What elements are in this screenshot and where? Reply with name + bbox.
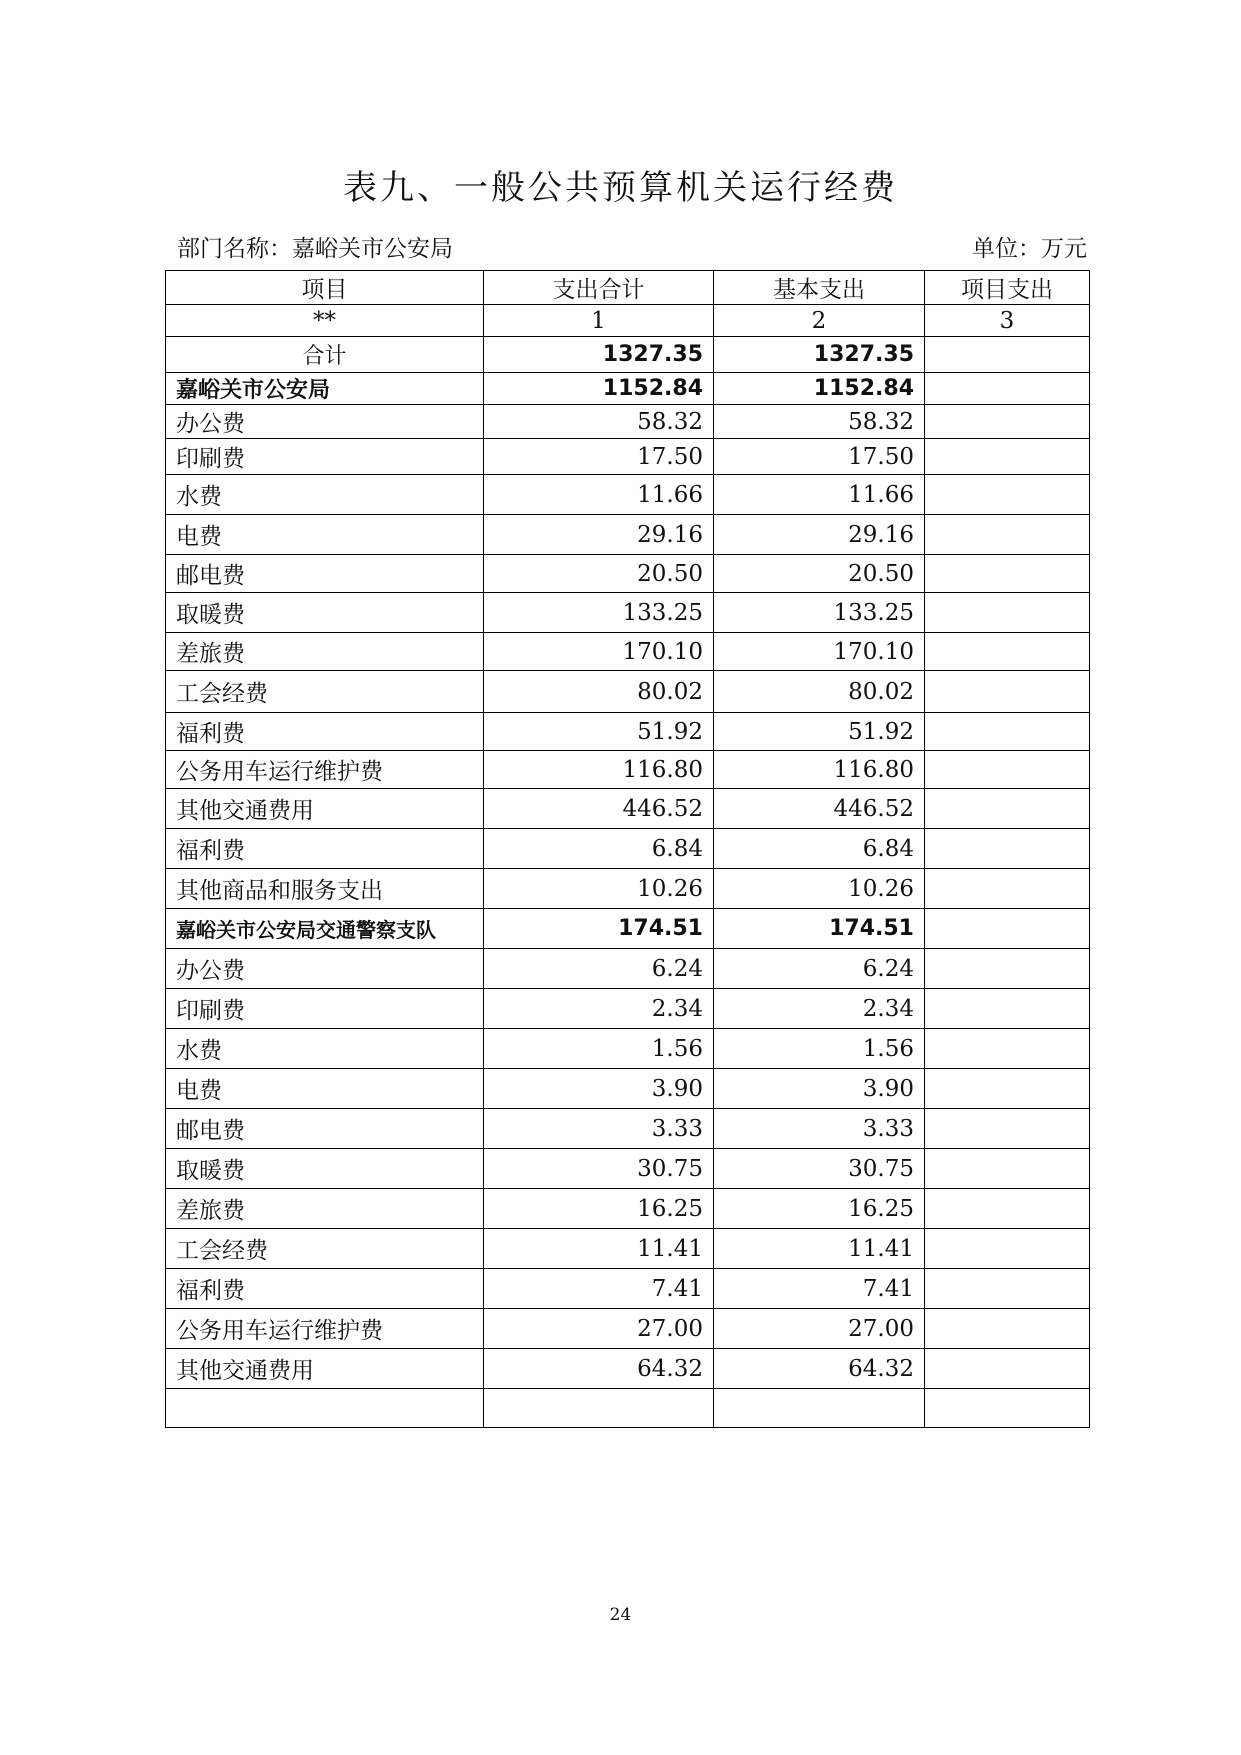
row-project [925,593,1090,633]
row-basic: 20.50 [714,555,925,593]
page-number: 24 [609,1605,632,1625]
row-item-name: 其他交通费用 [166,789,484,829]
department-row [166,373,1090,405]
row-project [925,405,1090,439]
row-basic: 133.25 [714,593,925,633]
row-basic: 64.32 [714,1349,925,1389]
row-project [925,1229,1090,1269]
row-item-name: 印刷费 [166,439,484,475]
row-basic: 3.90 [714,1069,925,1109]
table-row [166,1389,1090,1428]
row-project [925,1269,1090,1309]
table-row [166,751,1090,789]
row-item-name: 福利费 [166,713,484,751]
row-total: 116.80 [484,751,714,789]
table-row [166,633,1090,671]
table-row [166,1069,1090,1109]
row-total: 64.32 [484,1349,714,1389]
row-basic: 80.02 [714,671,925,713]
row-item-name: 印刷费 [166,989,484,1029]
table-row [166,1189,1090,1229]
row-total: 20.50 [484,555,714,593]
row-total: 7.41 [484,1269,714,1309]
row-basic: 58.32 [714,405,925,439]
row-total: 17.50 [484,439,714,475]
row-total: 3.33 [484,1109,714,1149]
row-basic: 11.66 [714,475,925,515]
budget-table [165,270,1090,1428]
row-project [925,789,1090,829]
row-project [925,1389,1090,1428]
row-project [925,337,1090,373]
row-total: 446.52 [484,789,714,829]
row-project [925,555,1090,593]
row-project [925,671,1090,713]
unit-label: 单位：万元 [972,236,1087,262]
row-basic: 51.92 [714,713,925,751]
row-total: 10.26 [484,869,714,909]
row-project [925,515,1090,555]
row-item-name: 福利费 [166,829,484,869]
index-total: 1 [484,305,714,337]
row-basic: 1152.84 [714,373,925,405]
table-row [166,1349,1090,1389]
row-item-name: 取暖费 [166,1149,484,1189]
row-basic: 29.16 [714,515,925,555]
row-basic: 1.56 [714,1029,925,1069]
row-project [925,909,1090,949]
index-item: ** [166,305,484,337]
row-basic: 170.10 [714,633,925,671]
row-basic: 11.41 [714,1229,925,1269]
row-total: 30.75 [484,1149,714,1189]
row-total: 1152.84 [484,373,714,405]
row-item-name: 公务用车运行维护费 [166,751,484,789]
row-total: 80.02 [484,671,714,713]
row-item-name: 差旅费 [166,633,484,671]
row-total: 11.66 [484,475,714,515]
index-project: 3 [925,305,1090,337]
row-item-name: 办公费 [166,405,484,439]
row-item-name: 邮电费 [166,1109,484,1149]
table-row [166,1029,1090,1069]
row-item-name: 工会经费 [166,671,484,713]
row-total: 16.25 [484,1189,714,1229]
row-item-name: 合计 [166,337,484,373]
row-basic: 6.24 [714,949,925,989]
row-total: 170.10 [484,633,714,671]
row-total: 2.34 [484,989,714,1029]
row-basic: 10.26 [714,869,925,909]
row-project [925,1069,1090,1109]
header-row [166,271,1090,305]
row-basic: 446.52 [714,789,925,829]
row-total: 11.41 [484,1229,714,1269]
row-project [925,373,1090,405]
row-item-name: 取暖费 [166,593,484,633]
row-basic: 17.50 [714,439,925,475]
row-basic: 174.51 [714,909,925,949]
row-item-name: 邮电费 [166,555,484,593]
index-basic: 2 [714,305,925,337]
table-row [166,829,1090,869]
page-title: 表九、一般公共预算机关运行经费 [343,168,898,208]
row-total: 3.90 [484,1069,714,1109]
row-project [925,751,1090,789]
row-item-name: 公务用车运行维护费 [166,1309,484,1349]
row-basic: 2.34 [714,989,925,1029]
row-basic [714,1389,925,1428]
row-total: 27.00 [484,1309,714,1349]
table-row [166,713,1090,751]
table-row [166,405,1090,439]
row-project [925,1309,1090,1349]
table-row [166,671,1090,713]
row-basic: 16.25 [714,1189,925,1229]
row-project [925,475,1090,515]
table-row [166,555,1090,593]
row-project [925,1349,1090,1389]
table-row [166,869,1090,909]
header-project: 项目支出 [925,271,1090,305]
row-project [925,1189,1090,1229]
index-row [166,305,1090,337]
table-row [166,515,1090,555]
row-item-name: 福利费 [166,1269,484,1309]
table-row [166,1109,1090,1149]
department-label: 部门名称：嘉峪关市公安局 [177,236,453,262]
table-row [166,439,1090,475]
row-project [925,989,1090,1029]
row-project [925,1149,1090,1189]
row-project [925,439,1090,475]
row-basic: 30.75 [714,1149,925,1189]
row-total: 1327.35 [484,337,714,373]
table-row [166,949,1090,989]
row-project [925,1029,1090,1069]
row-item-name: 电费 [166,515,484,555]
row-total: 1.56 [484,1029,714,1069]
row-item-name: 其他交通费用 [166,1349,484,1389]
header-basic: 基本支出 [714,271,925,305]
row-project [925,949,1090,989]
row-total: 6.24 [484,949,714,989]
row-basic: 1327.35 [714,337,925,373]
row-item-name [166,1389,484,1428]
table-row [166,593,1090,633]
row-total: 29.16 [484,515,714,555]
row-project [925,713,1090,751]
table-row [166,1309,1090,1349]
table-row [166,475,1090,515]
row-item-name: 嘉峪关市公安局交通警察支队 [166,909,484,949]
row-basic: 7.41 [714,1269,925,1309]
row-total: 51.92 [484,713,714,751]
row-total: 6.84 [484,829,714,869]
row-item-name: 其他商品和服务支出 [166,869,484,909]
row-basic: 3.33 [714,1109,925,1149]
table-row [166,1269,1090,1309]
row-total: 58.32 [484,405,714,439]
row-project [925,869,1090,909]
header-item: 项目 [166,271,484,305]
row-total: 133.25 [484,593,714,633]
table-row [166,1229,1090,1269]
row-item-name: 办公费 [166,949,484,989]
row-project [925,829,1090,869]
row-item-name: 工会经费 [166,1229,484,1269]
row-total: 174.51 [484,909,714,949]
row-basic: 116.80 [714,751,925,789]
row-item-name: 水费 [166,1029,484,1069]
row-item-name: 嘉峪关市公安局 [166,373,484,405]
row-basic: 27.00 [714,1309,925,1349]
table-meta [177,230,1087,266]
row-basic: 6.84 [714,829,925,869]
row-total [484,1389,714,1428]
row-item-name: 电费 [166,1069,484,1109]
row-project [925,1109,1090,1149]
table-row [166,1149,1090,1189]
row-item-name: 水费 [166,475,484,515]
row-project [925,633,1090,671]
row-item-name: 差旅费 [166,1189,484,1229]
table-row [166,989,1090,1029]
table-row [166,789,1090,829]
header-total: 支出合计 [484,271,714,305]
department-row [166,909,1090,949]
total-row [166,337,1090,373]
